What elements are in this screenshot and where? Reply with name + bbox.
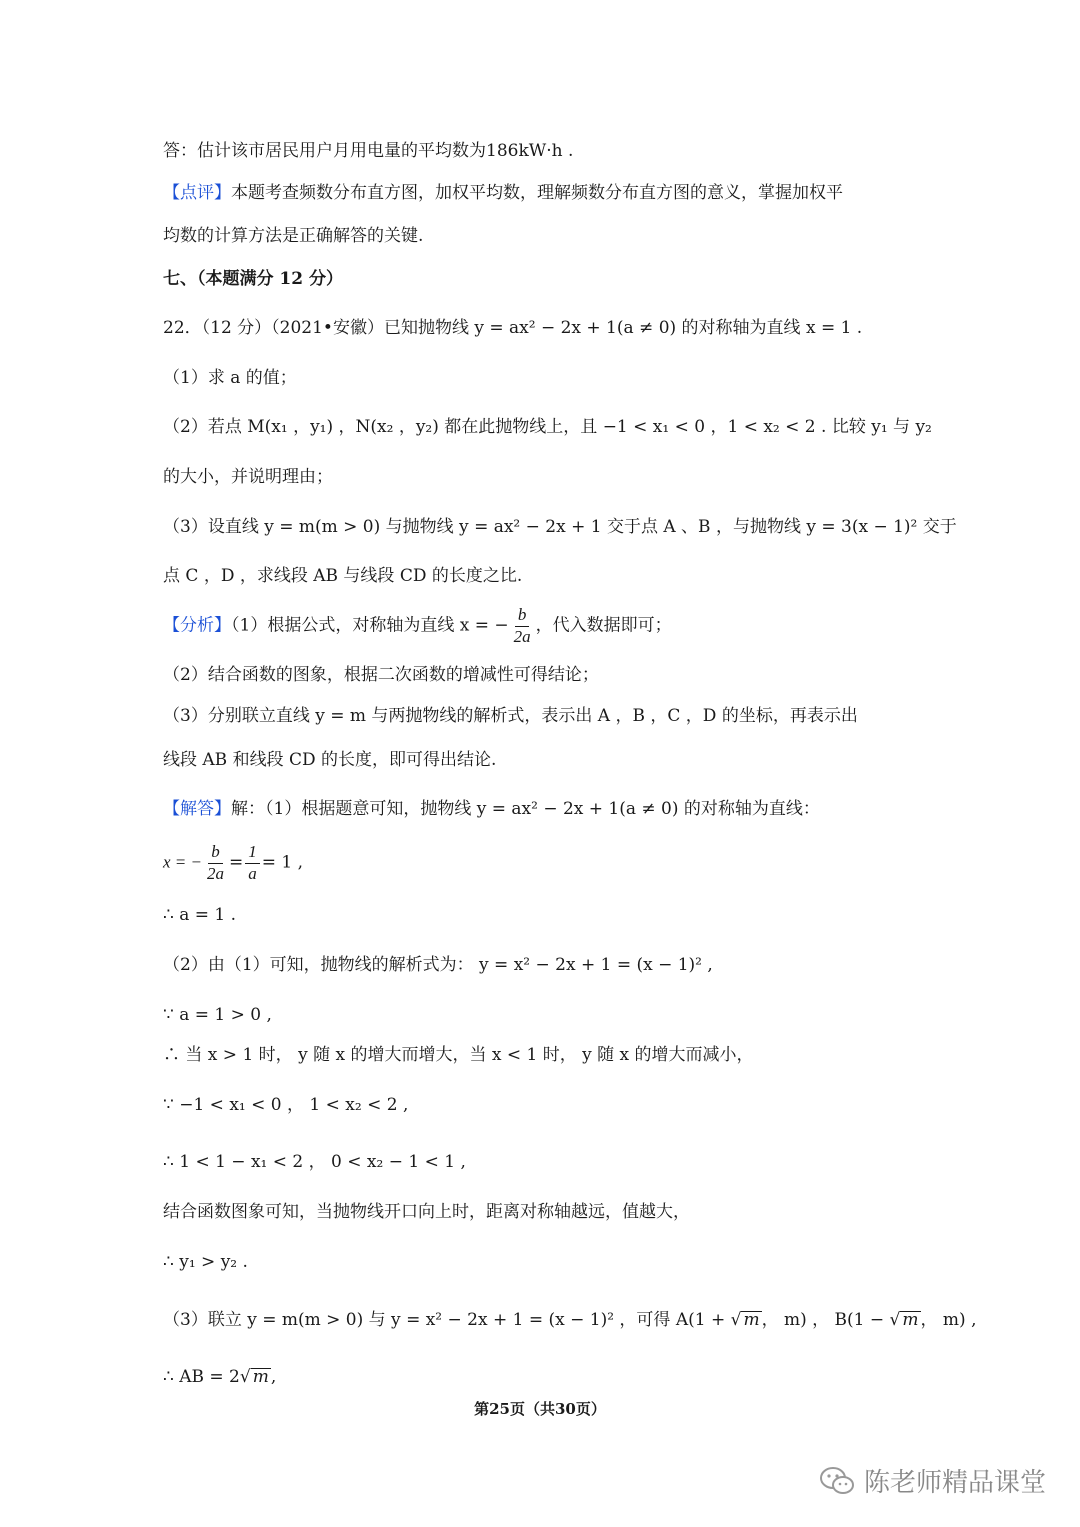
solution-line-6: ∴ 当 x > 1 时， y 随 x 的增大而增大，当 x < 1 时， y 随 x 的增大而减小， [163, 1045, 754, 1065]
sqrt-radicand: m [252, 1367, 269, 1387]
watermark-text: 陈老师精品课堂 [863, 1468, 1046, 1498]
fraction-numerator: b [208, 843, 223, 864]
fraction-numerator: b [515, 606, 530, 627]
solution-11-mid: ， m) ， B(1 − [761, 1310, 885, 1330]
solution-2-post: = 1 , [261, 852, 304, 873]
solution-line-2 [163, 843, 303, 883]
sqrt-radicand: m [743, 1310, 760, 1330]
solution-line-9: 结合函数图象可知，当抛物线开口向上时，距离对称轴越远，值越大， [163, 1202, 690, 1222]
review-tag: 【点评】 [163, 183, 231, 203]
section-heading: 七、（本题满分 12 分） [163, 269, 343, 289]
analysis-line-4: 线段 AB 和线段 CD 的长度，即可得出结论. [163, 750, 497, 770]
analysis-fraction [511, 606, 534, 646]
fraction-denominator: 2a [207, 863, 224, 883]
solution-line-12: ∴ AB = 2√ m , [163, 1367, 277, 1387]
solution-11-post: ， m) , [920, 1310, 977, 1330]
analysis-tag: 【分析】 [163, 615, 231, 636]
question-22-part-3: （3）设直线 y = m(m > 0) 与抛物线 y = ax² − 2x + 1 交于点 A 、B ，与抛物线 y = 3(x − 1)² 交于 [163, 517, 957, 537]
solution-text-1: 解：（1）根据题意可知，抛物线 y = ax² − 2x + 1(a ≠ 0) 的对称轴为直线： [231, 799, 820, 819]
answer-line: 答：估计该市居民用户月用电量的平均数为186kW·h . [163, 141, 574, 161]
solution-2-pre: x = − [163, 852, 202, 872]
solution-12-post: , [270, 1367, 277, 1387]
solution-line-10: ∴ y₁ > y₂ . [163, 1252, 248, 1272]
sqrt-radicand: m [902, 1310, 919, 1330]
wechat-icon [818, 1465, 856, 1497]
fraction-denominator: 2a [513, 626, 531, 646]
question-22-part-2-cont: 的大小，并说明理由； [163, 467, 333, 487]
solution-line-1 [163, 801, 820, 818]
solution-fraction-2 [245, 843, 260, 883]
review-text: 本题考查频数分布直方图，加权平均数，理解频数分布直方图的意义，掌握加权平 [231, 183, 843, 203]
solution-tag: 【解答】 [163, 799, 231, 819]
analysis-line-1 [163, 606, 672, 646]
solution-line-5: ∵ a = 1 > 0 , [163, 1005, 272, 1025]
question-22-part-2: （2）若点 M(x₁ ，y₁) ，N(x₂ ，y₂) 都在此抛物线上，且 −1 < x₁ < 0 ，1 < x₂ < 2 . 比较 y₁ 与 y₂ [163, 417, 932, 437]
analysis-line-3: （3）分别联立直线 y = m 与两抛物线的解析式，表示出 A ，B ，C ，D 的坐标，再表示出 [163, 706, 858, 726]
analysis-line-2: （2）结合函数的图象，根据二次函数的增减性可得结论； [163, 665, 599, 685]
review-line [163, 185, 843, 202]
solution-line-8: ∴ 1 < 1 − x₁ < 2 ， 0 < x₂ − 1 < 1 , [163, 1152, 466, 1172]
solution-line-3: ∴ a = 1 . [163, 905, 237, 925]
fraction-denominator: a [248, 863, 257, 883]
solution-11-pre: （3）联立 y = m(m > 0) 与 y = x² − 2x + 1 = (x − 1)² ，可得 A(1 + [163, 1310, 726, 1330]
solution-line-11: （3）联立 y = m(m > 0) 与 y = x² − 2x + 1 = (x − 1)² ，可得 A(1 + √ m ， m) ， B(1 − √ m ， m) , [163, 1310, 977, 1330]
question-22-part-1: （1）求 a 的值； [163, 368, 297, 388]
solution-12-pre: ∴ AB = 2 [163, 1367, 240, 1387]
question-22-part-3-cont: 点 C ，D ，求线段 AB 与线段 CD 的长度之比. [163, 566, 523, 586]
page-footer: 第25页（共30页） [474, 1400, 606, 1418]
fraction-numerator: 1 [245, 843, 260, 864]
solution-2-equals: = [229, 852, 244, 873]
solution-line-4: （2）由（1）可知，抛物线的解析式为： y = x² − 2x + 1 = (x − 1)² , [163, 955, 713, 975]
watermark [818, 1462, 1046, 1499]
review-line-2: 均数的计算方法是正确解答的关键. [163, 226, 424, 246]
solution-fraction-1 [204, 843, 227, 883]
analysis-text-1: （1）根据公式，对称轴为直线 x = − [231, 615, 509, 636]
question-22: 22．（12 分）（2021•安徽）已知抛物线 y = ax² − 2x + 1(a ≠ 0) 的对称轴为直线 x = 1 . [163, 318, 863, 338]
analysis-text-1-post: ，代入数据即可； [535, 615, 672, 636]
solution-line-7: ∵ −1 < x₁ < 0 ， 1 < x₂ < 2 , [163, 1095, 409, 1115]
